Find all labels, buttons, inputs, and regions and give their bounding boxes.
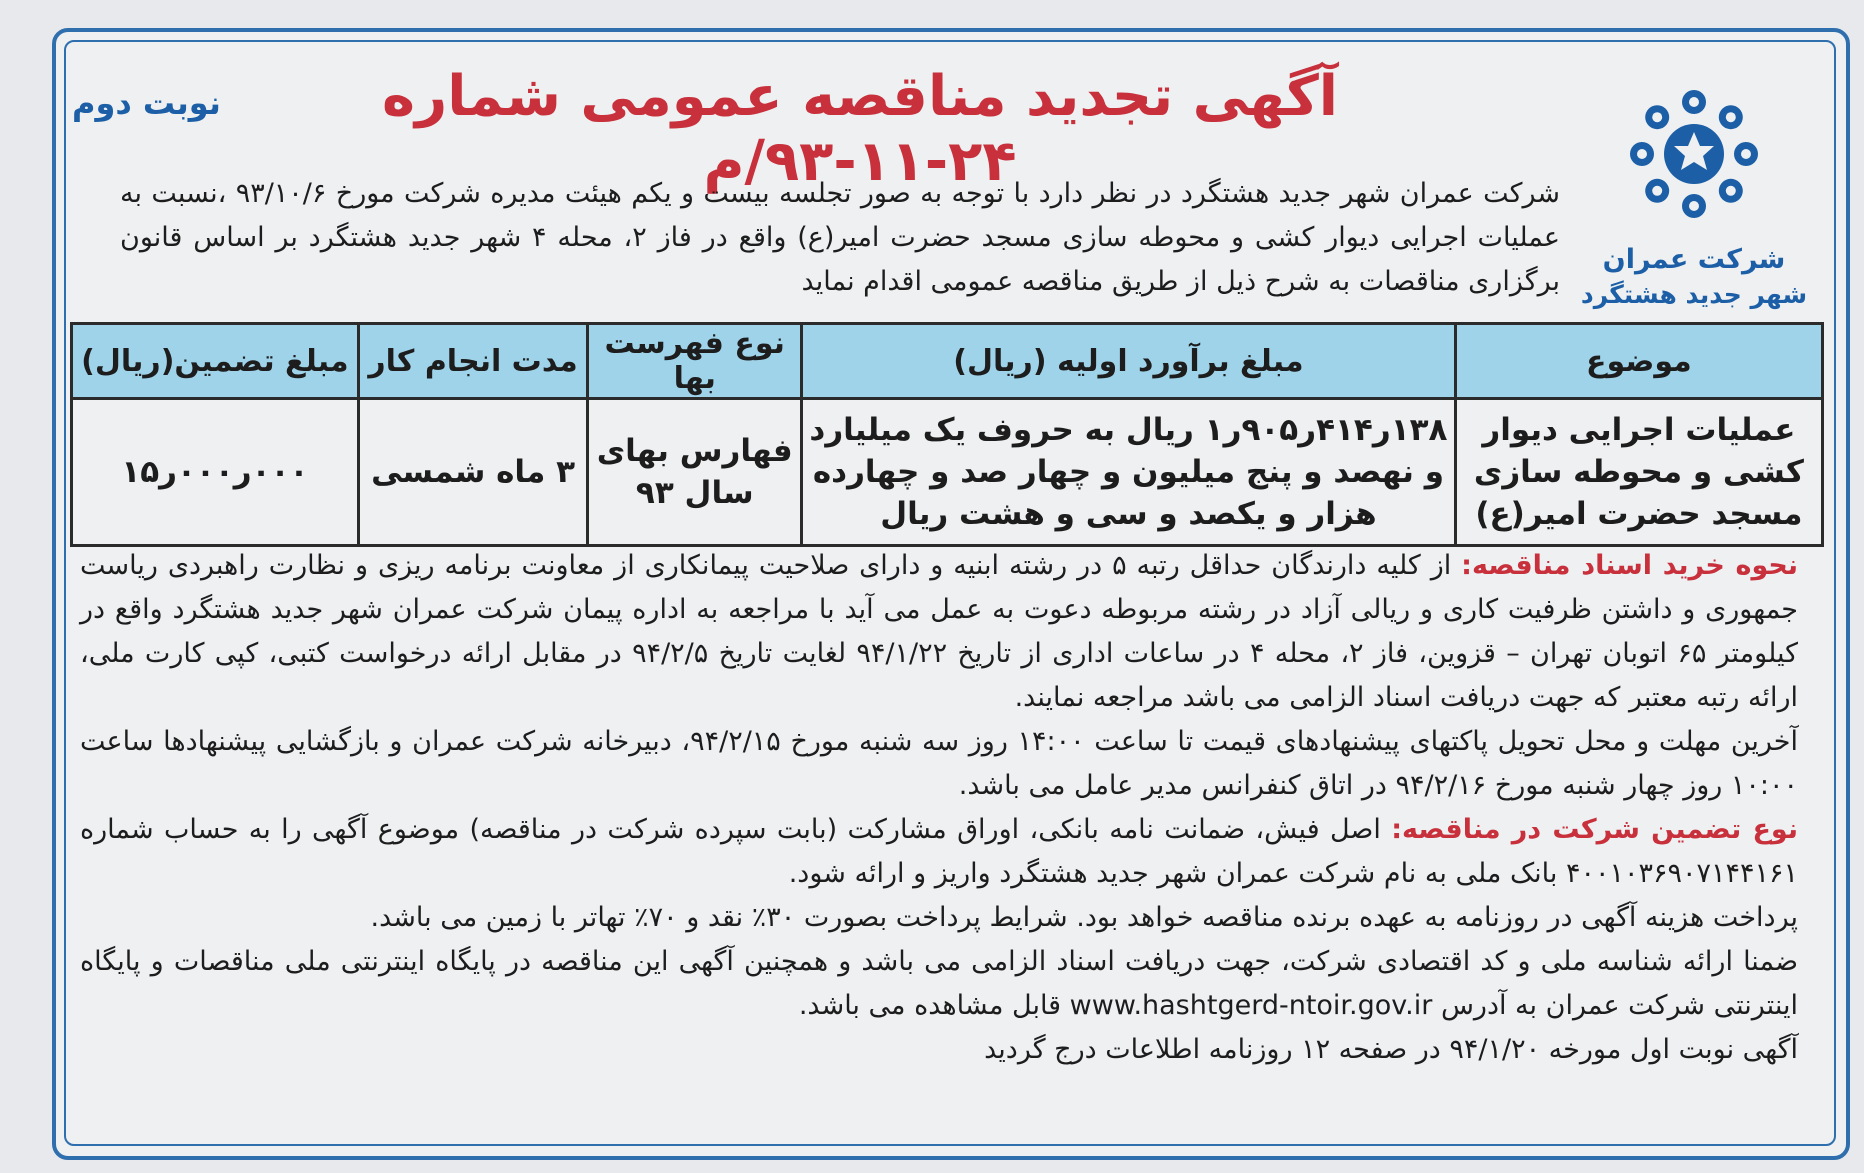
header-duration: مدت انجام کار bbox=[358, 324, 588, 399]
guarantee-text: اصل فیش، ضمانت نامه بانکی، اوراق مشارکت (بابت سپرده شرکت در مناقصه) موضوع آگهی را به حساب شماره ۴۰۰۱۰۳۶۹۰۷۱۴۴۱۶۱ بانک ملی به نام شرکت عمران شهر جدید هشتگرد واریز و ارائه شود. bbox=[80, 814, 1798, 889]
header-subject: موضوع bbox=[1455, 324, 1822, 399]
deadline-paragraph: آخرین مهلت و محل تحویل پاکتهای پیشنهادهای قیمت تا ساعت ۱۴:۰۰ روز سه شنبه مورخ ۹۴/۲/۱۵، دبیرخانه شرکت عمران و بازگشایی پیشنهادها ساعت ۱۰:۰۰ روز چهار شنبه مورخ ۹۴/۲/۱۶ در اتاق کنفرانس مدیر عامل می باشد. bbox=[80, 726, 1799, 801]
cell-guarantee: ۰۰۰ر۰۰۰ر۱۵ bbox=[72, 399, 359, 546]
id-paragraph: ضمنا ارائه شناسه ملی و کد اقتصادی شرکت، جهت دریافت اسناد الزامی می باشد و همچنین آگهی این مناقصه در پایگاه اینترنتی ملی مناقصات و پایگاه اینترنتی شرکت عمران به آدرس www.hashtgerd-ntoir.gov.ir قابل مشاهده می باشد. bbox=[80, 946, 1798, 1021]
round-label: نوبت دوم bbox=[72, 84, 221, 122]
purchase-text: از کلیه دارندگان حداقل رتبه ۵ در رشته ابنیه و دارای صلاحیت پیمانکاری از معاونت برنامه ریزی و نظارت راهبردی ریاست جمهوری و داشتن ظرفیت کاری و ریالی آزاد در رشته مربوطه دعوت به عمل می آید با مراجعه به اداره پیمان شرکت عمران شهر جدید هشتگرد واقع در کیلومتر ۶۵ اتوبان تهران – قزوین، فاز ۲، محله ۴ در ساعات اداری از تاریخ ۹۴/۱/۲۲ لغایت تاریخ ۹۴/۲/۵ در مقابل ارائه درخواست کتبی، کپی کارت ملی، ارائه رتبه معتبر که جهت دریافت اسناد الزامی می باشد مراجعه نمایند. bbox=[80, 550, 1799, 713]
header-pricelist: نوع فهرست بها bbox=[588, 324, 802, 399]
cell-subject: عملیات اجرایی دیوار کشی و محوطه سازی مسجد حضرت امیر(ع) bbox=[1455, 399, 1822, 546]
cost-paragraph: پرداخت هزینه آگهی در روزنامه به عهده برنده مناقصه خواهد بود. شرایط پرداخت بصورت ۳۰٪ نقد و ۷۰٪ تهاتر با زمین می باشد. bbox=[370, 902, 1798, 933]
notice-body bbox=[80, 544, 1798, 1072]
cell-pricelist: فهارس بهای سال ۹۳ bbox=[588, 399, 802, 546]
purchase-label: نحوه خرید اسناد مناقصه: bbox=[1461, 550, 1798, 581]
company-subname: شهر جدید هشتگرد bbox=[1580, 280, 1808, 309]
cell-duration: ۳ ماه شمسی bbox=[358, 399, 588, 546]
logo-ring-icon bbox=[1628, 88, 1760, 220]
table-row bbox=[72, 399, 1823, 546]
table-header-row bbox=[72, 324, 1823, 399]
guarantee-paragraph bbox=[80, 808, 1798, 896]
notice-title: آگهی تجدید مناقصه عمومی شماره ۲۴-۱۱-۹۳/م bbox=[381, 64, 1339, 194]
header-guarantee: مبلغ تضمین(ریال) bbox=[72, 324, 359, 399]
intro-paragraph: شرکت عمران شهر جدید هشتگرد در نظر دارد با توجه به صور تجلسه بیست و یکم هیئت مدیره شرکت مورخ ۹۳/۱۰/۶ ،نسبت به عملیات اجرایی دیوار کشی و محوطه سازی مسجد حضرت امیر(ع) واقع در فاز ۲، محله ۴ شهر جدید هشتگرد بر اساس قانون برگزاری مناقصات به شرح ذیل از طریق مناقصه عمومی اقدام نماید bbox=[120, 178, 1560, 297]
guarantee-label: نوع تضمین شرکت در مناقصه: bbox=[1391, 814, 1798, 845]
company-name: شرکت عمران bbox=[1602, 244, 1786, 275]
company-logo bbox=[1574, 78, 1814, 318]
purchase-paragraph bbox=[80, 544, 1798, 720]
tender-table bbox=[70, 322, 1824, 547]
cell-estimate: ۱۳۸ر۴۱۴ر۹۰۵ر۱ ریال به حروف یک میلیارد و نهصد و پنج میلیون و چهار صد و چهارده هزار و یکصد و سی و هشت ریال bbox=[802, 399, 1456, 546]
first-round-paragraph: آگهی نوبت اول مورخه ۹۴/۱/۲۰ در صفحه ۱۲ روزنامه اطلاعات درج گردید bbox=[984, 1034, 1798, 1065]
header-estimate: مبلغ برآورد اولیه (ریال) bbox=[802, 324, 1456, 399]
